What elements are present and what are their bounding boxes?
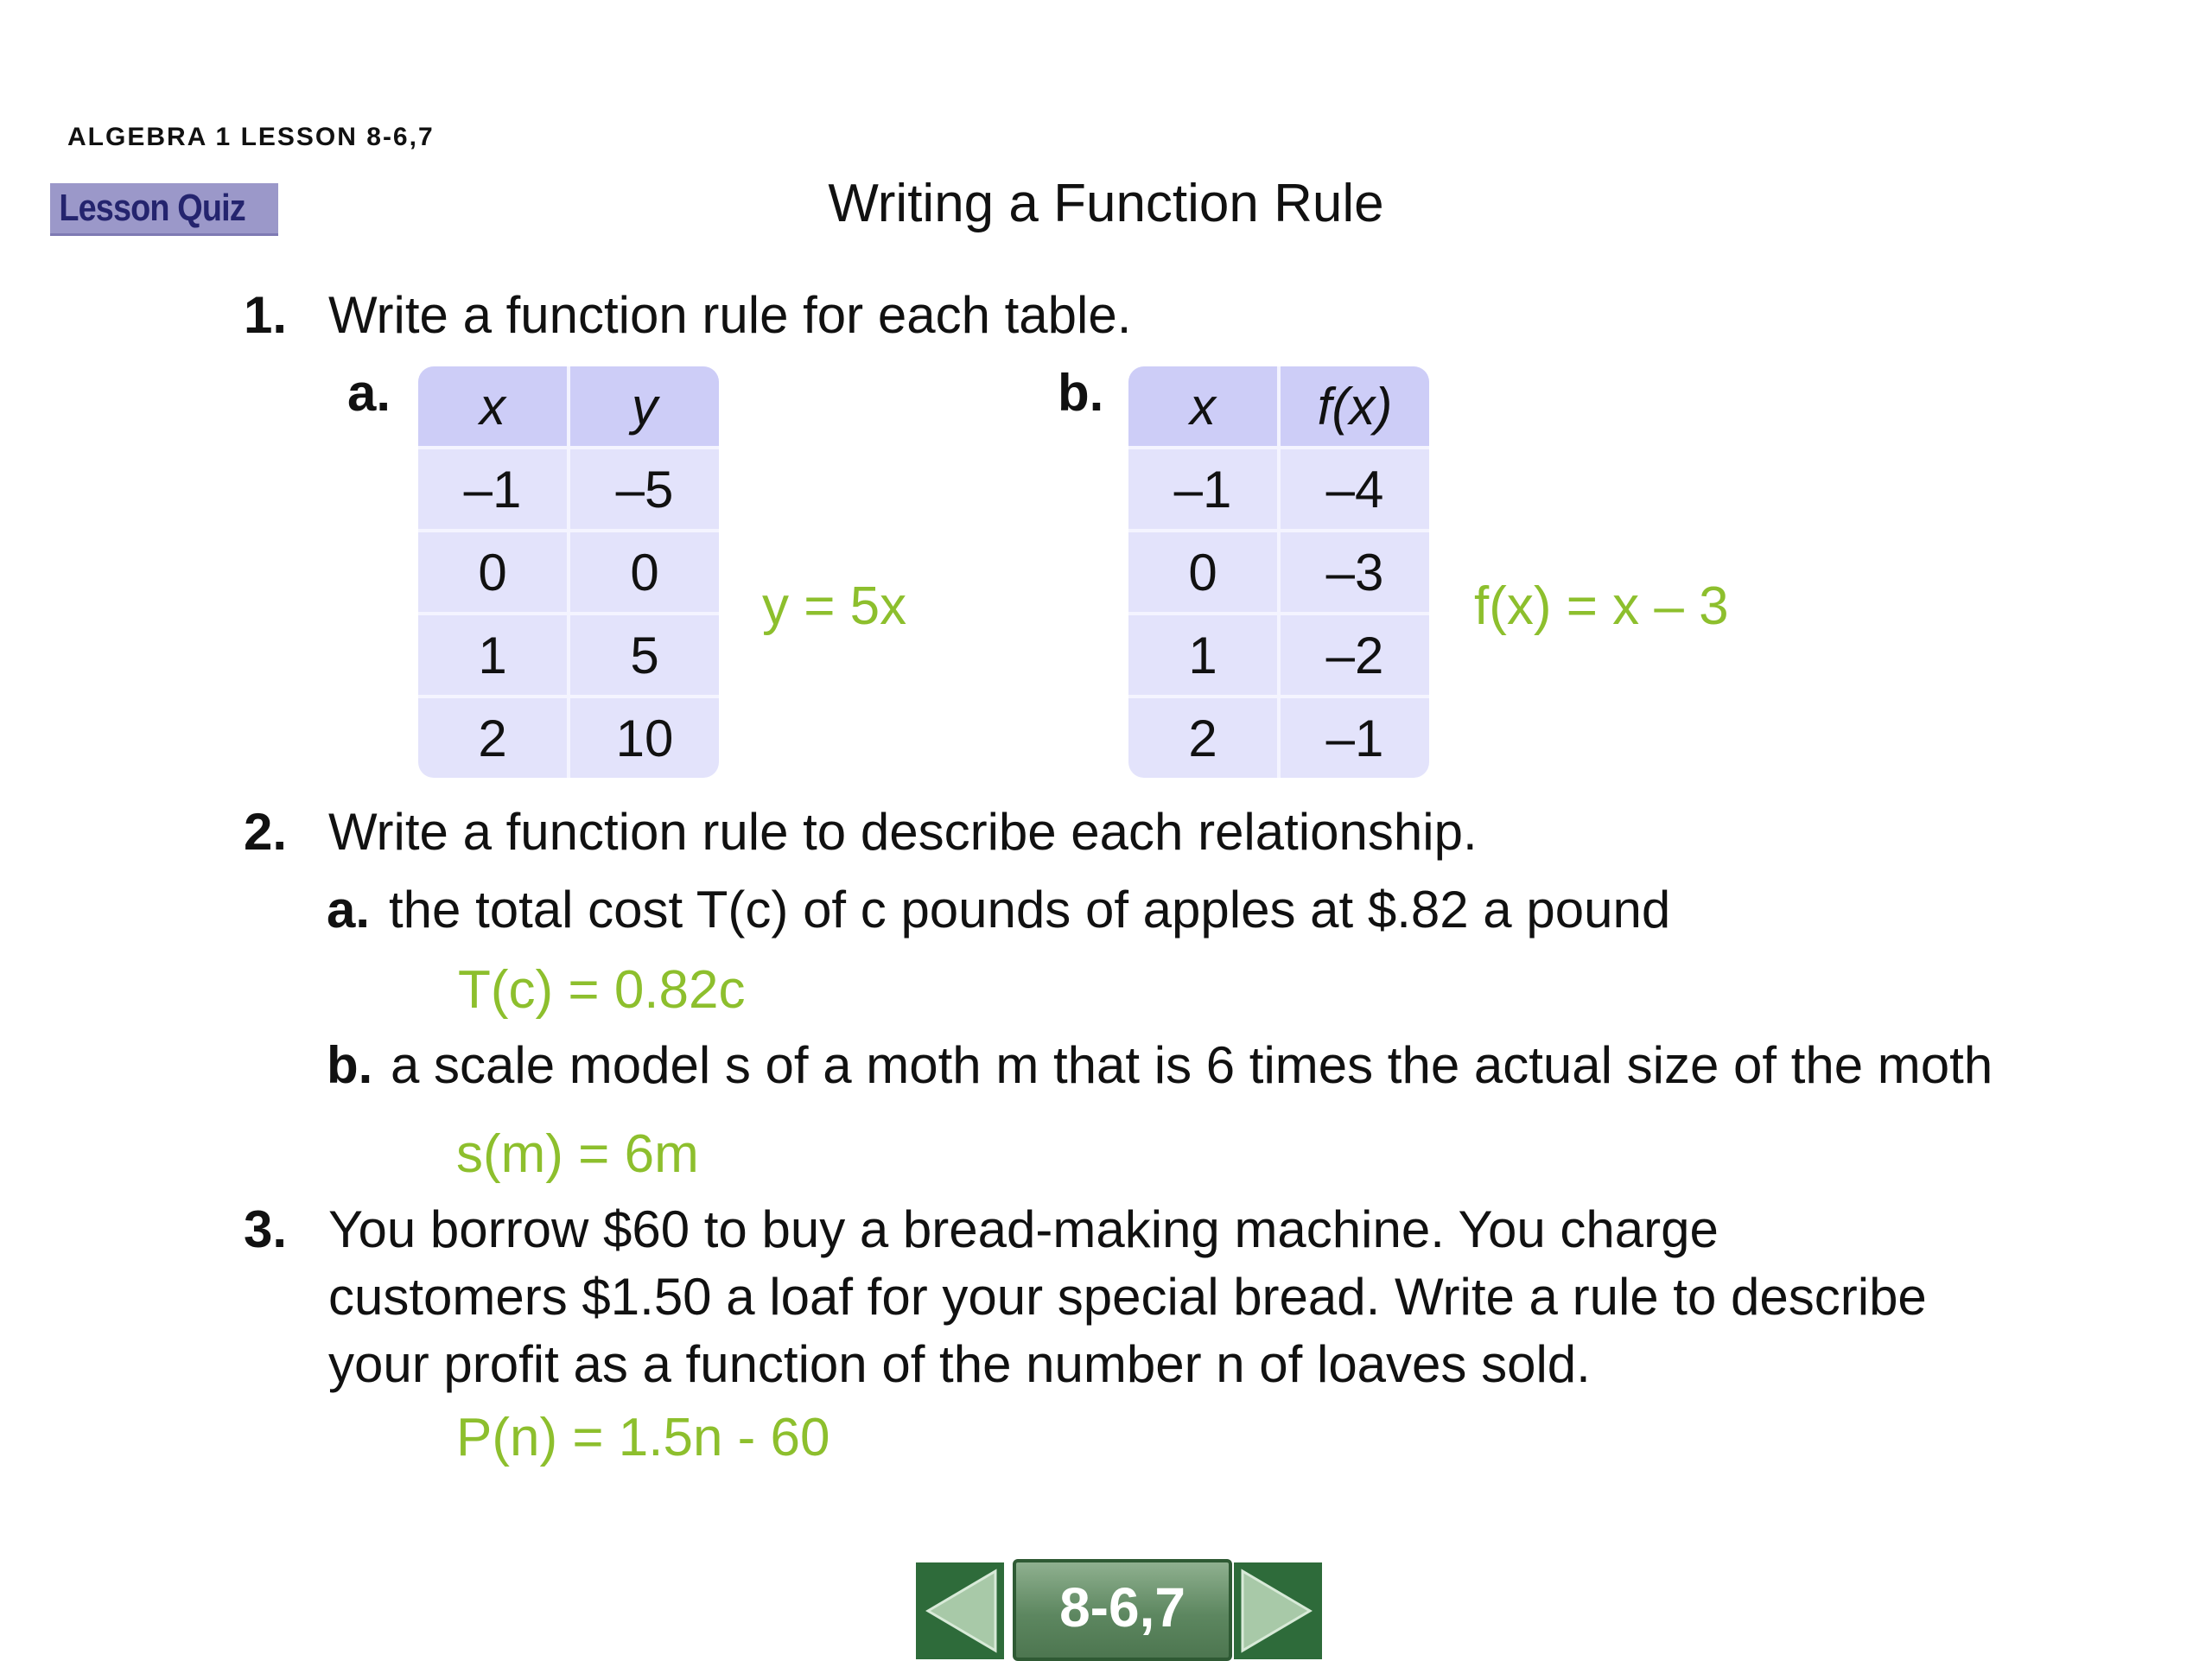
table-b-header-x: x	[1128, 366, 1281, 449]
lesson-quiz-label: Lesson Quiz	[59, 187, 245, 229]
table-row	[1128, 532, 1429, 615]
page-title: Writing a Function Rule	[828, 174, 1384, 233]
table-cell: –5	[570, 449, 719, 532]
q2a-label: a.	[327, 881, 371, 939]
question-3-line-2: customers $1.50 a loaf for your special bread. Write a rule to describe	[328, 1268, 1927, 1326]
q1a-answer: y = 5x	[762, 576, 907, 636]
question-2-text: Write a function rule to describe each relationship.	[328, 803, 1478, 861]
table-b	[1128, 366, 1429, 778]
table-a-header-y: y	[570, 366, 719, 449]
table-row	[418, 449, 719, 532]
question-3-line-3: your profit as a function of the number n of loaves sold.	[328, 1335, 1591, 1393]
table-a-header-x: x	[418, 366, 570, 449]
table-cell: –1	[1325, 709, 1384, 767]
question-1-text: Write a function rule for each table.	[328, 286, 1132, 344]
table-b-header-fx: f(x)	[1281, 366, 1429, 449]
table-cell: –4	[1281, 449, 1429, 532]
question-3-number: 3.	[244, 1200, 288, 1258]
prev-slide-button[interactable]	[916, 1562, 1004, 1659]
table-cell: 10	[615, 709, 674, 767]
table-cell: 0	[418, 532, 570, 615]
q3-answer: P(n) = 1.5n - 60	[456, 1408, 830, 1467]
question-1-number: 1.	[244, 286, 288, 344]
arrow-right-icon	[1234, 1562, 1322, 1659]
q2b-text: a scale model s of a moth m that is 6 times the actual size of the moth	[391, 1036, 1993, 1094]
table-cell: 0	[570, 532, 719, 615]
q1b-label: b.	[1058, 364, 1104, 422]
table-cell: 5	[570, 615, 719, 698]
table-row	[418, 698, 719, 778]
q1b-answer: f(x) = x – 3	[1474, 576, 1729, 636]
arrow-left-icon	[916, 1562, 1004, 1659]
table-row	[418, 615, 719, 698]
table-cell: 0	[1128, 532, 1281, 615]
table-row	[418, 532, 719, 615]
question-3-line-1: You borrow $60 to buy a bread-making machine. You charge	[328, 1200, 1719, 1258]
table-cell: 2	[1128, 698, 1281, 778]
table-cell: –3	[1281, 532, 1429, 615]
q2a-text: the total cost T(c) of c pounds of apples at $.82 a pound	[389, 881, 1671, 939]
table-cell: –1	[1128, 449, 1281, 532]
table-row	[1128, 698, 1429, 778]
slide-page-label: 8-6,7	[1013, 1559, 1232, 1661]
q1a-label: a.	[347, 364, 391, 422]
question-2-number: 2.	[244, 803, 288, 861]
table-cell: –2	[1281, 615, 1429, 698]
table-a	[418, 366, 719, 778]
table-cell: 1	[1128, 615, 1281, 698]
table-cell: –1	[418, 449, 570, 532]
q2b-label: b.	[327, 1036, 373, 1094]
table-cell: 1	[418, 615, 570, 698]
q2a-answer: T(c) = 0.82c	[458, 960, 746, 1020]
table-cell: 2	[418, 698, 570, 778]
lesson-tag: ALGEBRA 1 LESSON 8-6,7	[67, 123, 435, 151]
table-row	[1128, 449, 1429, 532]
next-slide-button[interactable]	[1234, 1562, 1322, 1659]
table-row	[1128, 615, 1429, 698]
q2b-answer: s(m) = 6m	[456, 1124, 699, 1184]
